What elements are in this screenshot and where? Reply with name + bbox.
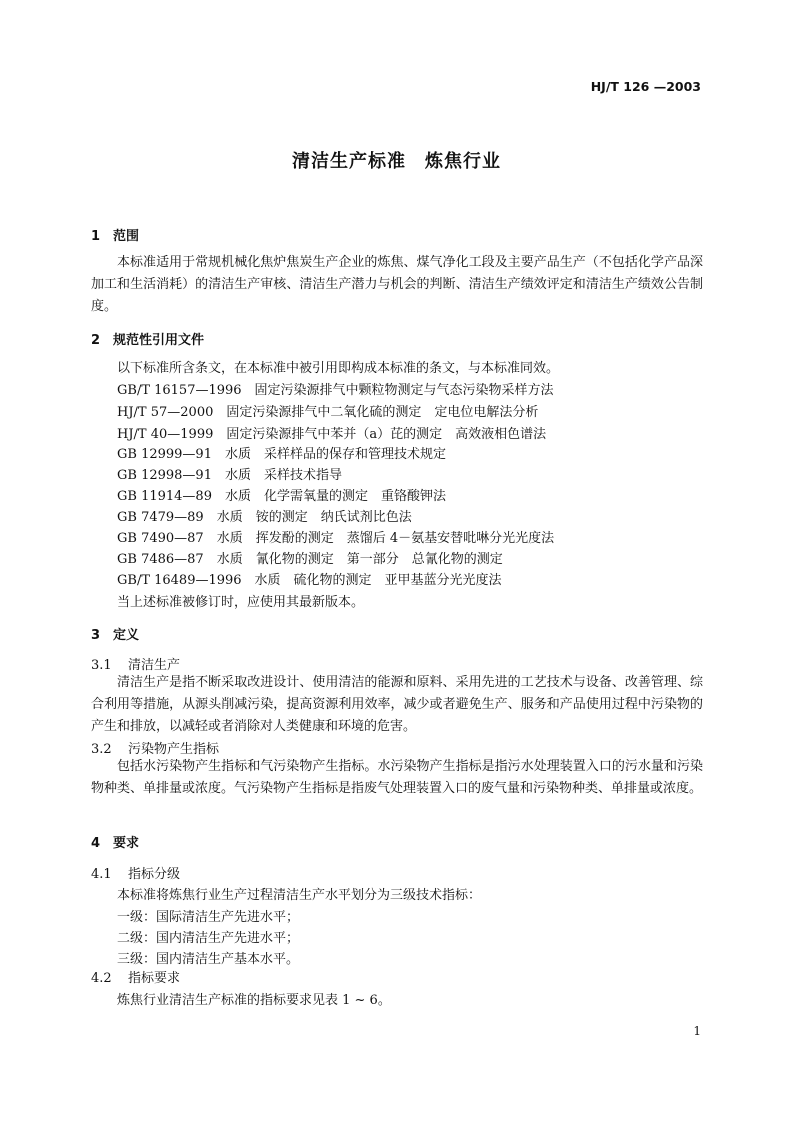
grade-level-2: 二级：国内清洁生产先进水平；: [117, 931, 300, 946]
reference-item: GB 12998—91 水质 采样技术指导: [117, 468, 342, 483]
subsection-3-1-title: 清洁生产: [128, 658, 181, 673]
section-1-title: 范围: [113, 229, 140, 244]
reference-item: GB 7479—89 水质 铵的测定 纳氏试剂比色法: [117, 510, 412, 525]
reference-item: GB 11914—89 水质 化学需氧量的测定 重铬酸钾法: [117, 489, 446, 504]
section-1-heading: [91, 225, 139, 244]
reference-item: HJ/T 57—2000 固定污染源排气中二氧化硫的测定 定电位电解法分析: [117, 405, 539, 420]
subsection-4-1-title: 指标分级: [128, 867, 181, 882]
section-4-heading: [91, 832, 139, 851]
subsection-4-1-number: 4.1: [91, 867, 112, 882]
subsection-4-2-heading: [91, 967, 180, 986]
subsection-3-1-heading: [91, 654, 180, 673]
subsection-4-2-line: 炼焦行业清洁生产标准的指标要求见表 1 ~ 6。: [117, 993, 391, 1008]
section-2-intro: 以下标准所含条文，在本标准中被引用即构成本标准的条文，与本标准同效。: [117, 361, 560, 376]
section-4-title: 要求: [113, 836, 140, 851]
reference-item: HJ/T 40—1999 固定污染源排气中苯并（a）芘的测定 高效液相色谱法: [117, 427, 547, 442]
section-3-title: 定义: [113, 628, 140, 643]
section-2-heading: [91, 329, 204, 348]
standard-number: HJ/T 126 —2003: [590, 79, 701, 94]
grade-level-1: 一级：国际清洁生产先进水平；: [117, 910, 300, 925]
subsection-3-2-number: 3.2: [91, 742, 112, 757]
section-3-number: 3: [91, 628, 101, 643]
grade-level-3: 三级：国内清洁生产基本水平。: [117, 952, 300, 967]
reference-item: GB 7486—87 水质 氰化物的测定 第一部分 总氰化物的测定: [117, 552, 503, 567]
section-2-outro: 当上述标准被修订时，应使用其最新版本。: [117, 595, 365, 610]
reference-item: GB 7490—87 水质 挥发酚的测定 蒸馏后 4－氨基安替吡啉分光光度法: [117, 531, 555, 546]
section-1-paragraph: 本标准适用于常规机械化焦炉焦炭生产企业的炼焦、煤气净化工段及主要产品生产（不包括化学产品深加工和生活消耗）的清洁生产审核、清洁生产潜力与机会的判断、清洁生产绩效评定和清洁生产绩效公告制度。: [91, 255, 703, 314]
subsection-3-2-title: 污染物产生指标: [128, 742, 220, 757]
reference-item: GB 12999—91 水质 采样样品的保存和管理技术规定: [117, 447, 446, 462]
subsection-3-2-heading: [91, 738, 219, 757]
reference-item: GB/T 16157—1996 固定污染源排气中颗粒物测定与气态污染物采样方法: [117, 383, 554, 398]
section-1-number: 1: [91, 229, 101, 244]
subsection-3-1-number: 3.1: [91, 658, 112, 673]
section-2-title: 规范性引用文件: [113, 333, 205, 348]
subsection-4-1-heading: [91, 863, 180, 882]
document-title: 清洁生产标准 炼焦行业: [292, 151, 501, 172]
subsection-3-1-paragraph: 清洁生产是指不断采取改进设计、使用清洁的能源和原料、采用先进的工艺技术与设备、改善管理、综合利用等措施，从源头削减污染，提高资源利用效率，减少或者避免生产、服务和产品使用过程中污染物的产生和排放，以减轻或者消除对人类健康和环境的危害。: [91, 675, 703, 734]
subsection-4-2-title: 指标要求: [128, 971, 181, 986]
section-4-number: 4: [91, 836, 101, 851]
section-2-number: 2: [91, 333, 101, 348]
grading-intro: 本标准将炼焦行业生产过程清洁生产水平划分为三级技术指标：: [117, 888, 482, 903]
page-number: 1: [693, 1024, 701, 1038]
section-3-heading: [91, 624, 139, 643]
reference-item: GB/T 16489—1996 水质 硫化物的测定 亚甲基蓝分光光度法: [117, 573, 502, 588]
subsection-3-2-paragraph: 包括水污染物产生指标和气污染物产生指标。水污染物产生指标是指污水处理装置入口的污水量和污染物种类、单排量或浓度。气污染物产生指标是指废气处理装置入口的废气量和污染物种类、单排量或浓度。: [91, 759, 703, 796]
subsection-4-2-number: 4.2: [91, 971, 112, 986]
